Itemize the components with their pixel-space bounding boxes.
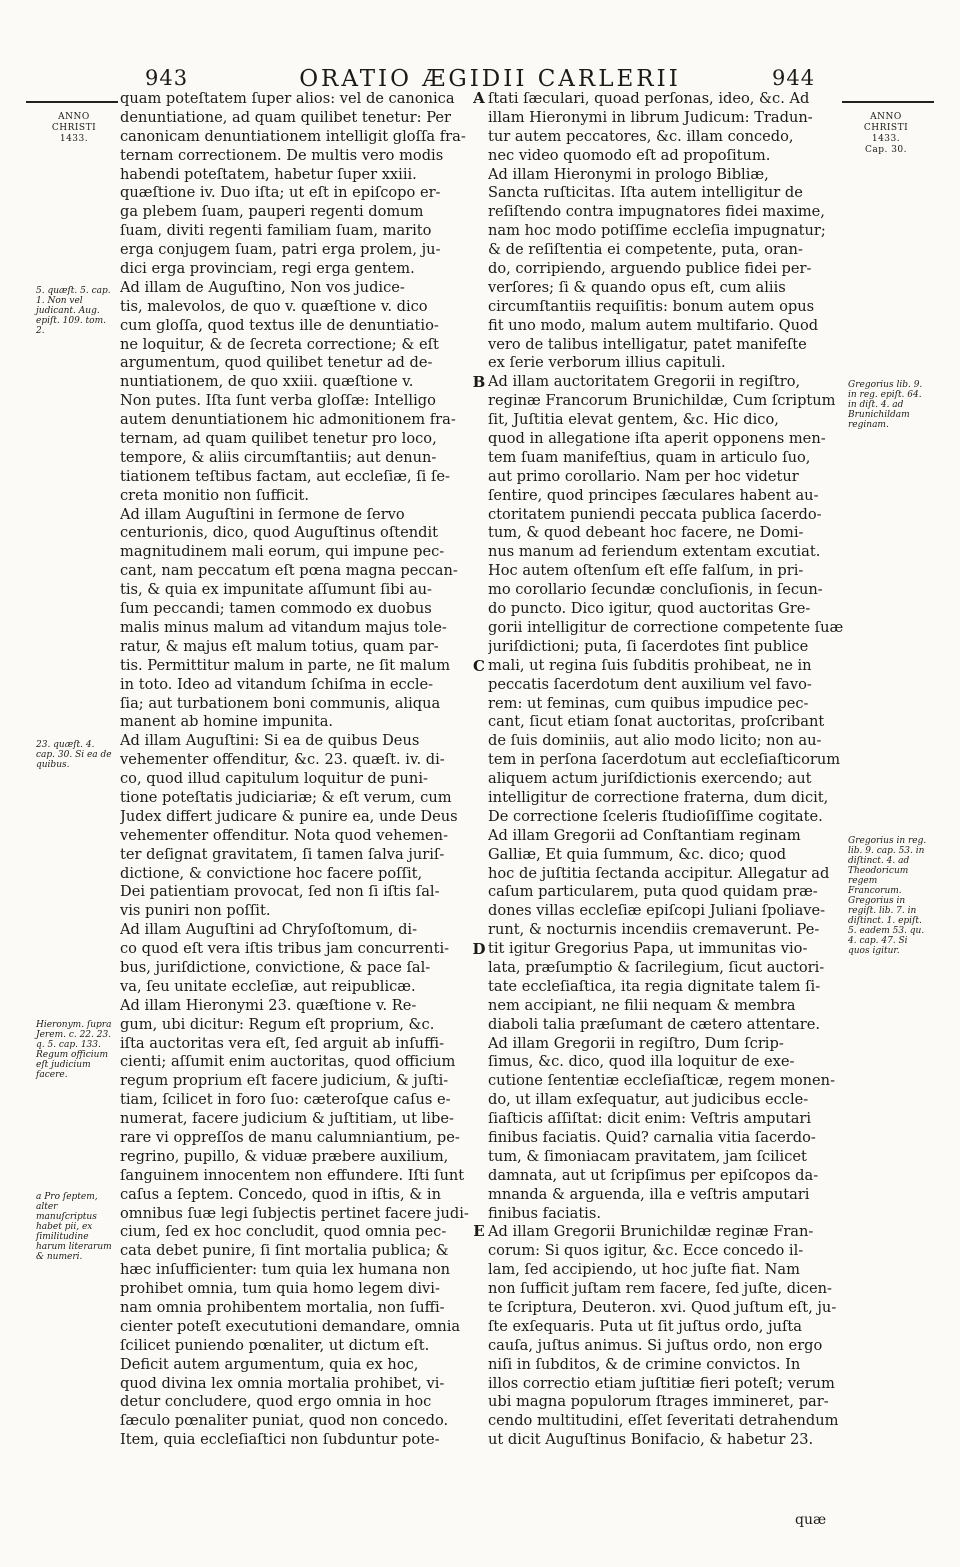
text-line: tis. Permittitur malum in parte, ne ſit malum <box>120 656 451 674</box>
text-line: quam poteſtatem ſuper alios: vel de canonica <box>120 90 455 107</box>
text-line: malis minus malum ad vitandum majus tole- <box>120 618 447 636</box>
left-text-column <box>120 90 470 1450</box>
text-line: nuntiationem, de quo xxiii. quæſtione v. <box>120 373 414 391</box>
text-line: caſus a ſeptem. Concedo, quod in iſtis, & in <box>120 1185 441 1203</box>
text-line: de ſuis dominiis, aut alio modo licito; non au- <box>488 732 822 750</box>
text-line: nec video quomodo eſt ad propoſitum. <box>488 146 771 164</box>
text-line: mo corollario ſecundæ concluſionis, in ſecun- <box>488 581 823 599</box>
text-line: vis puniri non poſſit. <box>120 902 271 920</box>
text-line: erga conjugem ſuam, patri erga prolem, ju- <box>120 241 441 259</box>
text-line: regum proprium eſt facere judicium, & juſti- <box>120 1072 449 1090</box>
text-line: De correctione ſceleris ſtudioſiſſime cogitate. <box>488 807 823 825</box>
text-line: hæc inſufficienter: tum quia lex humana non <box>120 1261 451 1279</box>
text-line: iſta auctoritas vera eſt, ſed arguit ab inſuffi- <box>120 1034 445 1052</box>
text-line: tum, & ſimoniacam pravitatem, jam ſcilicet <box>488 1147 807 1165</box>
text-line: non ſufficit juſtam rem facere, ſed juſte, dicen- <box>488 1280 832 1298</box>
text-line: va, ſeu unitate eccleſiæ, aut reipublicæ. <box>120 977 416 995</box>
text-line: prohibet omnia, tum quia homo legem divi- <box>120 1280 440 1298</box>
christi-label: CHRISTI <box>51 123 97 133</box>
text-line: Sancta ruſticitas. Iſta autem intelligitur de <box>488 184 803 202</box>
text-line: nam omnia prohibentem mortalia, non ſuffi- <box>120 1299 445 1316</box>
text-line: ſum peccandi; tamen commodo ex duobus <box>120 600 432 618</box>
text-line: cant, ſicut etiam ſonat auctoritas, proſcribant <box>488 713 825 731</box>
text-line: tiationem teſtibus factam, aut eccleſiæ, ſi ſe- <box>120 467 450 485</box>
text-line: aut primo corollario. Nam per hoc videtur <box>488 467 799 485</box>
text-line: mali, ut regina ſuis ſubditis prohibeat, ne in <box>488 656 812 674</box>
text-line: intelligitur de correctione fraterna, dum dicit, <box>488 788 829 806</box>
year-label: 1433. <box>59 134 89 144</box>
text-line: caſum particularem, puta quod quidam præ- <box>488 883 818 901</box>
christi-label: CHRISTI <box>863 123 909 133</box>
text-line: cendo multitudini, eſſet ſeveritati detrahendum <box>488 1412 839 1430</box>
text-line: corum: Si quos igitur, &c. Ecce concedo il- <box>488 1242 804 1260</box>
page-number-right: 944 <box>772 66 816 90</box>
text-line: ne loquitur, & de ſecreta correctione; & eſt <box>120 335 439 353</box>
text-line: cum gloſſa, quod textus ille de denuntiatio- <box>120 316 439 334</box>
text-line: dictione, & convictione hoc facere poſſit, <box>120 864 423 882</box>
text-line: tione poteſtatis judiciariæ; & eſt verum, cum <box>120 788 452 806</box>
text-line: peccatis ſacerdotum dent auxilium vel favo- <box>488 675 812 693</box>
text-line: lam, ſed accipiendo, ut hoc juſte fiat. Nam <box>488 1261 800 1279</box>
text-line: cutione ſententiæ eccleſiaſticæ, regem monen- <box>488 1072 836 1090</box>
text-line: detur concludere, quod ergo omnia in hoc <box>120 1393 432 1411</box>
text-line: habendi poteſtatem, habetur ſuper xxiii. <box>120 165 417 183</box>
text-line: numerat, facere judicium & juſtitiam, ut libe- <box>120 1110 454 1128</box>
text-line: vero de talibus intelligatur, patet manifeſte <box>488 335 807 353</box>
text-line: ubi magna populorum ſtrages immineret, par- <box>488 1393 829 1411</box>
text-line: juriſdictioni; puta, ſi ſacerdotes ſint publice <box>488 637 809 655</box>
text-line: Non putes. Iſta ſunt verba gloſſæ: Intelligo <box>120 392 436 410</box>
page-number-left: 943 <box>145 66 189 90</box>
text-line: do, ut illam exſequatur, aut judicibus eccle- <box>488 1091 809 1109</box>
text-line: ternam, ad quam quilibet tenetur pro loco, <box>120 430 437 448</box>
text-line: gum, ubi dicitur: Regum eſt proprium, &c. <box>120 1015 435 1033</box>
margin-note: Hieronym. ſupra Jerem. c. 22. 23. q. 5. cap. 133. Regum officium eſt judicium facere. <box>36 1020 112 1080</box>
running-title: ORATIO ÆGIDII CARLERII <box>299 66 681 92</box>
text-line: ſiaſticis aſſiſtat: dicit enim: Veſtris amputari <box>488 1110 812 1128</box>
text-line: ſte exſequaris. Puta ut ſit juſtus ordo, juſta <box>488 1317 802 1335</box>
text-line: Ad illam Gregorii ad Conſtantiam reginam <box>488 826 801 844</box>
text-line: manent ab homine impunita. <box>120 713 334 731</box>
text-line: tis, malevolos, de quo v. quæſtione v. dico <box>120 297 428 315</box>
text-line: tiam, ſcilicet in foro ſuo: cæteroſque caſus e- <box>120 1091 451 1109</box>
text-line: Ad illam Auguſtini ad Chryſoſtomum, di- <box>120 921 418 939</box>
text-line: illam Hieronymi in librum Judicum: Tradun- <box>488 108 813 126</box>
text-line: canonicam denuntiationem intelligit gloſſa fra- <box>120 127 466 145</box>
text-line: tur autem peccatores, &c. illam concedo, <box>488 127 794 145</box>
text-line: omnibus ſuæ legi ſubjectis pertinet facere judi- <box>120 1204 469 1222</box>
text-line: Hoc autem oſtenſum eſt eſſe falſum, in pri- <box>488 562 804 580</box>
text-line: circumſtantiis requiſitis: bonum autem opus <box>488 297 815 315</box>
text-line: quod divina lex omnia mortalia prohibet, vi- <box>120 1374 445 1392</box>
chapter-label: Cap. 30. <box>864 145 908 155</box>
text-line: tum, & quod debeant hoc facere, ne Domi- <box>488 524 804 542</box>
text-line: vehementer offenditur, &c. 23. quæſt. iv. di- <box>120 751 445 769</box>
anno-label: ANNO <box>58 112 90 122</box>
text-line: ſanguinem innocentem non effundere. Iſti ſunt <box>120 1166 465 1184</box>
text-line: autem denuntiationem hic admonitionem fra- <box>120 411 456 429</box>
text-line: ſentire, quod principes ſæculares habent au- <box>488 486 819 504</box>
text-line: te ſcriptura, Deuteron. xvi. Quod juſtum eſt, ju- <box>488 1299 837 1316</box>
text-line: reginæ Francorum Brunichildæ, Cum ſcriptum <box>488 392 836 410</box>
text-line: rem: ut feminas, cum quibus impudice pec- <box>488 694 809 712</box>
header-rule-right <box>842 101 934 103</box>
text-line: Ad illam Hieronymi in prologo Bibliæ, <box>488 165 769 183</box>
text-line: cienti; aſſumit enim auctoritas, quod officium <box>120 1053 456 1071</box>
text-line: Judex differt judicare & punire ea, unde Deus <box>120 807 458 825</box>
text-line: Ad illam Gregorii Brunichildæ reginæ Fran- <box>488 1223 814 1241</box>
text-line: Galliæ, Et quia ſummum, &c. dico; quod <box>488 845 787 863</box>
text-line: illos correctio etiam juſtitiæ fieri poteſt; verum <box>488 1374 835 1392</box>
margin-note: 23. quæſt. 4. cap. 30. Si ea de quibus. <box>36 740 112 770</box>
anno-christi-left <box>34 112 114 145</box>
text-line: & de reſiſtentia ei competente, puta, oran- <box>488 241 803 259</box>
text-line: nem accipiant, ne filii nequam & membra <box>488 996 796 1014</box>
text-line: denuntiatione, ad quam quilibet tenetur: Per <box>120 108 451 126</box>
text-line: creta monitio non ſufficit. <box>120 486 310 504</box>
text-line: Ad illam Auguſtini: Si ea de quibus Deus <box>120 732 420 750</box>
text-line: tate eccleſiaſtica, ita regia dignitate talem ſi- <box>488 977 821 995</box>
text-line: ga plebem ſuam, pauperi regenti domum <box>120 203 424 221</box>
text-line: ſæculo pœnaliter puniat, quod non concedo. <box>120 1412 449 1430</box>
text-line: niſi in ſubditos, & de crimine convictos. In <box>488 1355 801 1373</box>
text-line: reſiſtendo contra impugnatores fidei maxime, <box>488 203 825 221</box>
text-line: Ad illam Hieronymi 23. quæſtione v. Re- <box>120 996 417 1014</box>
text-line: vehementer offenditur. Nota quod vehemen- <box>120 826 449 844</box>
text-line: ſuam, diviti regenti familiam ſuam, marito <box>120 222 432 240</box>
text-line: co quod eſt vera iſtis tribus jam concurrenti- <box>120 940 450 958</box>
text-line: dici erga provinciam, regi erga gentem. <box>120 260 415 278</box>
text-line: centurionis, dico, quod Auguſtinus oſtendit <box>120 524 438 542</box>
text-line: Ad illam auctoritatem Gregorii in regiſtro, <box>488 373 801 391</box>
text-line: tis, & quia ex impunitate aſſumunt ſibi au- <box>120 581 432 599</box>
text-line: nam hoc modo potiſſime eccleſia impugnatur; <box>488 222 826 240</box>
text-line: finibus faciatis. <box>488 1204 601 1222</box>
section-letter-c: C <box>473 657 485 675</box>
text-line: ternam correctionem. De multis vero modis <box>120 146 444 164</box>
text-line: fit uno modo, malum autem multifario. Quod <box>488 316 819 334</box>
text-line: in toto. Ideo ad vitandum ſchiſma in eccle- <box>120 675 434 693</box>
text-line: mnanda & arguenda, illa e veſtris amputari <box>488 1185 810 1203</box>
text-line: Ad illam Auguſtini in ſermone de ſervo <box>120 505 405 523</box>
right-text-column <box>488 90 843 1450</box>
section-letter-a: A <box>473 89 485 107</box>
text-line: tempore, & aliis circumſtantiis; aut denun- <box>120 448 437 466</box>
margin-note: 5. quæſt. 5. cap. 1. Non vel judicant. Aug. epiſt. 109. tom. 2. <box>36 286 111 336</box>
text-line: ſcilicet puniendo pœnaliter, ut dictum eſt. <box>120 1336 430 1354</box>
section-letter-b: B <box>472 373 486 391</box>
section-letter-d: D <box>472 940 486 958</box>
text-line: ſimus, &c. dico, quod illa loquitur de exe- <box>488 1053 795 1071</box>
catchword: quæ <box>795 1512 827 1528</box>
text-line: Ad illam de Auguſtino, Non vos judice- <box>120 278 405 296</box>
text-line: nus manum ad feriendum extentam excutiat. <box>488 543 821 561</box>
text-line: ſia; aut turbationem boni communis, aliqua <box>120 694 441 712</box>
text-line: cant, nam peccatum eſt pœna magna peccan- <box>120 562 458 580</box>
text-line: damnata, aut ut ſcripſimus per epiſcopos da- <box>488 1166 819 1184</box>
text-line: Ad illam Gregorii in regiſtro, Dum ſcrip- <box>488 1034 784 1052</box>
text-line: cium, ſed ex hoc concludit, quod omnia pec- <box>120 1223 447 1241</box>
text-line: cata debet punire, ſi ſint mortalia publica; & <box>120 1242 449 1260</box>
text-line: finibus faciatis. Quid? carnalia vitia ſacerdo- <box>488 1128 816 1146</box>
text-line: quod in allegatione iſta aperit opponens men- <box>488 430 826 448</box>
text-line: Item, quia eccleſiaſtici non ſubduntur pote- <box>120 1431 440 1449</box>
text-line: quæſtione iv. Duo iſta; ut eſt in epiſcopo er- <box>120 184 441 202</box>
text-line: diaboli talia præſumant de cætero attentare. <box>488 1015 821 1033</box>
text-line: Dei patientiam provocat, ſed non ſi iſtis ſal- <box>120 883 440 901</box>
text-line: tem in perſona ſacerdotum aut eccleſiaſticorum <box>488 751 841 769</box>
text-line: argumentum, quod quilibet tenetur ad de- <box>120 354 433 372</box>
text-line: ctoritatem puniendi peccata publica ſacerdo- <box>488 505 822 523</box>
text-line: do puncto. Dico igitur, quod auctoritas Gre- <box>488 600 811 618</box>
text-line: ter deſignat gravitatem, ſi tamen ſalva juriſ- <box>120 845 445 863</box>
text-line: dones villas eccleſiæ epiſcopi Juliani ſpoliave- <box>488 902 826 920</box>
margin-note: Gregorius in reg. lib. 9. cap. 53. in diſtinct. 4. ad Theodoricum regem Francorum. Gregorius in regiſt. lib. 7. in diſtinct. 1. epiſt. 5. eadem 53. qu. 4. cap. 47. Si quos igitur. <box>848 836 927 956</box>
text-line: ratur, & majus eſt malum totius, quam par- <box>120 637 439 655</box>
text-line: co, quod illud capitulum loquitur de puni- <box>120 770 428 788</box>
margin-note: Gregorius lib. 9. in reg. epiſt. 64. in diſt. 4. ad Brunichildam reginam. <box>848 380 923 430</box>
text-line: ſit, Juſtitia elevat gentem, &c. Hic dico, <box>488 411 779 429</box>
text-line: rare vi oppreſſos de manu calumniantium, pe- <box>120 1128 460 1146</box>
text-line: cauſa, juſtus animus. Si juſtus ordo, non ergo <box>488 1336 823 1354</box>
anno-label: ANNO <box>870 112 902 122</box>
text-line: magnitudinem mali eorum, qui impune pec- <box>120 543 445 561</box>
text-line: ex ſerie verborum illius capituli. <box>488 354 726 372</box>
text-line: hoc de juſtitia ſectanda accipitur. Allegatur ad <box>488 864 830 882</box>
text-line: cienter poteſt execututioni demandare, omnia <box>120 1317 461 1335</box>
section-letter-e: E <box>473 1222 485 1240</box>
text-line: runt, & nocturnis incendiis cremaverunt. Pe- <box>488 921 820 939</box>
text-line: verſores; ſi & quando opus eſt, cum aliis <box>488 278 786 296</box>
text-line: do, corripiendo, arguendo publice fidei per- <box>488 260 812 278</box>
margin-note: a Pro ſeptem, alter manuſcriptus habet pii, ex ſimilitudine harum literarum & numeri. <box>36 1192 112 1262</box>
text-line: lata, præſumptio & ſacrilegium, ſicut auctori- <box>488 958 825 976</box>
text-line: ſtati ſæculari, quoad perſonas, ideo, &c. Ad <box>488 90 810 107</box>
text-line: regrino, pupillo, & viduæ præbere auxilium, <box>120 1147 449 1165</box>
text-line: Deficit autem argumentum, quia ex hoc, <box>120 1355 419 1373</box>
text-line: bus, juriſdictione, convictione, & pace ſal- <box>120 958 431 976</box>
text-line: ut dicit Auguſtinus Bonifacio, & habetur 23. <box>488 1431 814 1449</box>
text-line: aliquem actum juriſdictionis exercendo; aut <box>488 770 812 788</box>
text-line: tem ſuam manifeſtius, quam in articulo ſuo, <box>488 448 811 466</box>
header-rule-left <box>26 101 118 103</box>
anno-christi-right <box>846 112 926 156</box>
text-line: tit igitur Gregorius Papa, ut immunitas vio- <box>488 940 808 958</box>
text-line: gorii intelligitur de correctione competente ſuæ <box>488 618 843 636</box>
year-label: 1433. <box>871 134 901 144</box>
